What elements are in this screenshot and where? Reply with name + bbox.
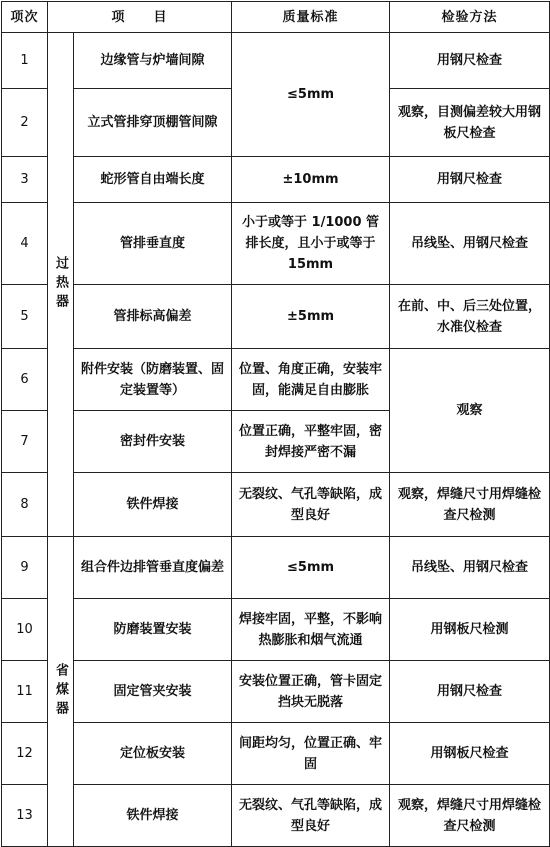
row-no: 2 bbox=[2, 89, 48, 157]
row-no: 13 bbox=[2, 785, 48, 847]
row-method: 观察，焊缝尺寸用焊缝检查尺检测 bbox=[390, 473, 550, 537]
row-no: 6 bbox=[2, 349, 48, 411]
table-row bbox=[2, 203, 550, 285]
table-header-row bbox=[2, 2, 550, 33]
group-superheater: 过热器 bbox=[48, 33, 74, 537]
row-standard: 焊接牢固，平整，不影响热膨胀和烟气流通 bbox=[232, 599, 390, 661]
row-method: 用钢尺检查 bbox=[390, 661, 550, 723]
table-row bbox=[2, 661, 550, 723]
row-standard: ≤5mm bbox=[232, 537, 390, 599]
table-row bbox=[2, 157, 550, 203]
header-method: 检验方法 bbox=[390, 2, 550, 33]
row-method: 用钢尺检查 bbox=[390, 33, 550, 89]
header-no: 项次 bbox=[2, 2, 48, 33]
inspection-table bbox=[1, 1, 550, 847]
table-row bbox=[2, 285, 550, 349]
header-standard: 质量标准 bbox=[232, 2, 390, 33]
row-standard: 位置正确，平整牢固，密封焊接严密不漏 bbox=[232, 411, 390, 473]
row-item: 防磨装置安装 bbox=[74, 599, 232, 661]
row-item: 密封件安装 bbox=[74, 411, 232, 473]
row-item: 管排垂直度 bbox=[74, 203, 232, 285]
row-item: 铁件焊接 bbox=[74, 785, 232, 847]
row-method: 观察 bbox=[390, 349, 550, 473]
table-row bbox=[2, 349, 550, 411]
row-standard: ±5mm bbox=[232, 285, 390, 349]
row-no: 4 bbox=[2, 203, 48, 285]
row-no: 11 bbox=[2, 661, 48, 723]
row-item: 组合件边排管垂直度偏差 bbox=[74, 537, 232, 599]
table-row bbox=[2, 537, 550, 599]
table-row bbox=[2, 599, 550, 661]
table-row bbox=[2, 473, 550, 537]
table-row bbox=[2, 785, 550, 847]
row-standard: 无裂纹、气孔等缺陷，成型良好 bbox=[232, 785, 390, 847]
row-method: 吊线坠、用钢尺检查 bbox=[390, 537, 550, 599]
row-no: 3 bbox=[2, 157, 48, 203]
row-item: 定位板安装 bbox=[74, 723, 232, 785]
row-standard: 位置、角度正确，安装牢固，能满足自由膨胀 bbox=[232, 349, 390, 411]
row-no: 9 bbox=[2, 537, 48, 599]
row-no: 8 bbox=[2, 473, 48, 537]
row-standard: ≤5mm bbox=[232, 33, 390, 157]
row-method: 吊线坠、用钢尺检查 bbox=[390, 203, 550, 285]
row-item: 铁件焊接 bbox=[74, 473, 232, 537]
row-item: 立式管排穿顶棚管间隙 bbox=[74, 89, 232, 157]
row-item: 固定管夹安装 bbox=[74, 661, 232, 723]
row-no: 7 bbox=[2, 411, 48, 473]
table-row bbox=[2, 33, 550, 89]
row-method: 用钢板尺检查 bbox=[390, 723, 550, 785]
row-method: 观察，焊缝尺寸用焊缝检查尺检测 bbox=[390, 785, 550, 847]
header-item: 项 目 bbox=[48, 2, 232, 33]
row-standard: 无裂纹、气孔等缺陷，成型良好 bbox=[232, 473, 390, 537]
row-item: 边缘管与炉墙间隙 bbox=[74, 33, 232, 89]
table-row bbox=[2, 723, 550, 785]
row-method: 观察，目测偏差较大用钢板尺检查 bbox=[390, 89, 550, 157]
row-no: 12 bbox=[2, 723, 48, 785]
row-item: 附件安装（防磨装置、固定装置等） bbox=[74, 349, 232, 411]
row-standard: 安装位置正确，管卡固定挡块无脱落 bbox=[232, 661, 390, 723]
row-no: 5 bbox=[2, 285, 48, 349]
row-standard: ±10mm bbox=[232, 157, 390, 203]
row-no: 10 bbox=[2, 599, 48, 661]
row-method: 用钢板尺检测 bbox=[390, 599, 550, 661]
row-item: 蛇形管自由端长度 bbox=[74, 157, 232, 203]
row-item: 管排标高偏差 bbox=[74, 285, 232, 349]
row-standard: 小于或等于 1/1000 管排长度，且小于或等于 15mm bbox=[232, 203, 390, 285]
row-standard: 间距均匀，位置正确、牢固 bbox=[232, 723, 390, 785]
row-method: 在前、中、后三处位置，水准仪检查 bbox=[390, 285, 550, 349]
row-no: 1 bbox=[2, 33, 48, 89]
row-method: 用钢尺检查 bbox=[390, 157, 550, 203]
group-economizer: 省煤器 bbox=[48, 537, 74, 847]
